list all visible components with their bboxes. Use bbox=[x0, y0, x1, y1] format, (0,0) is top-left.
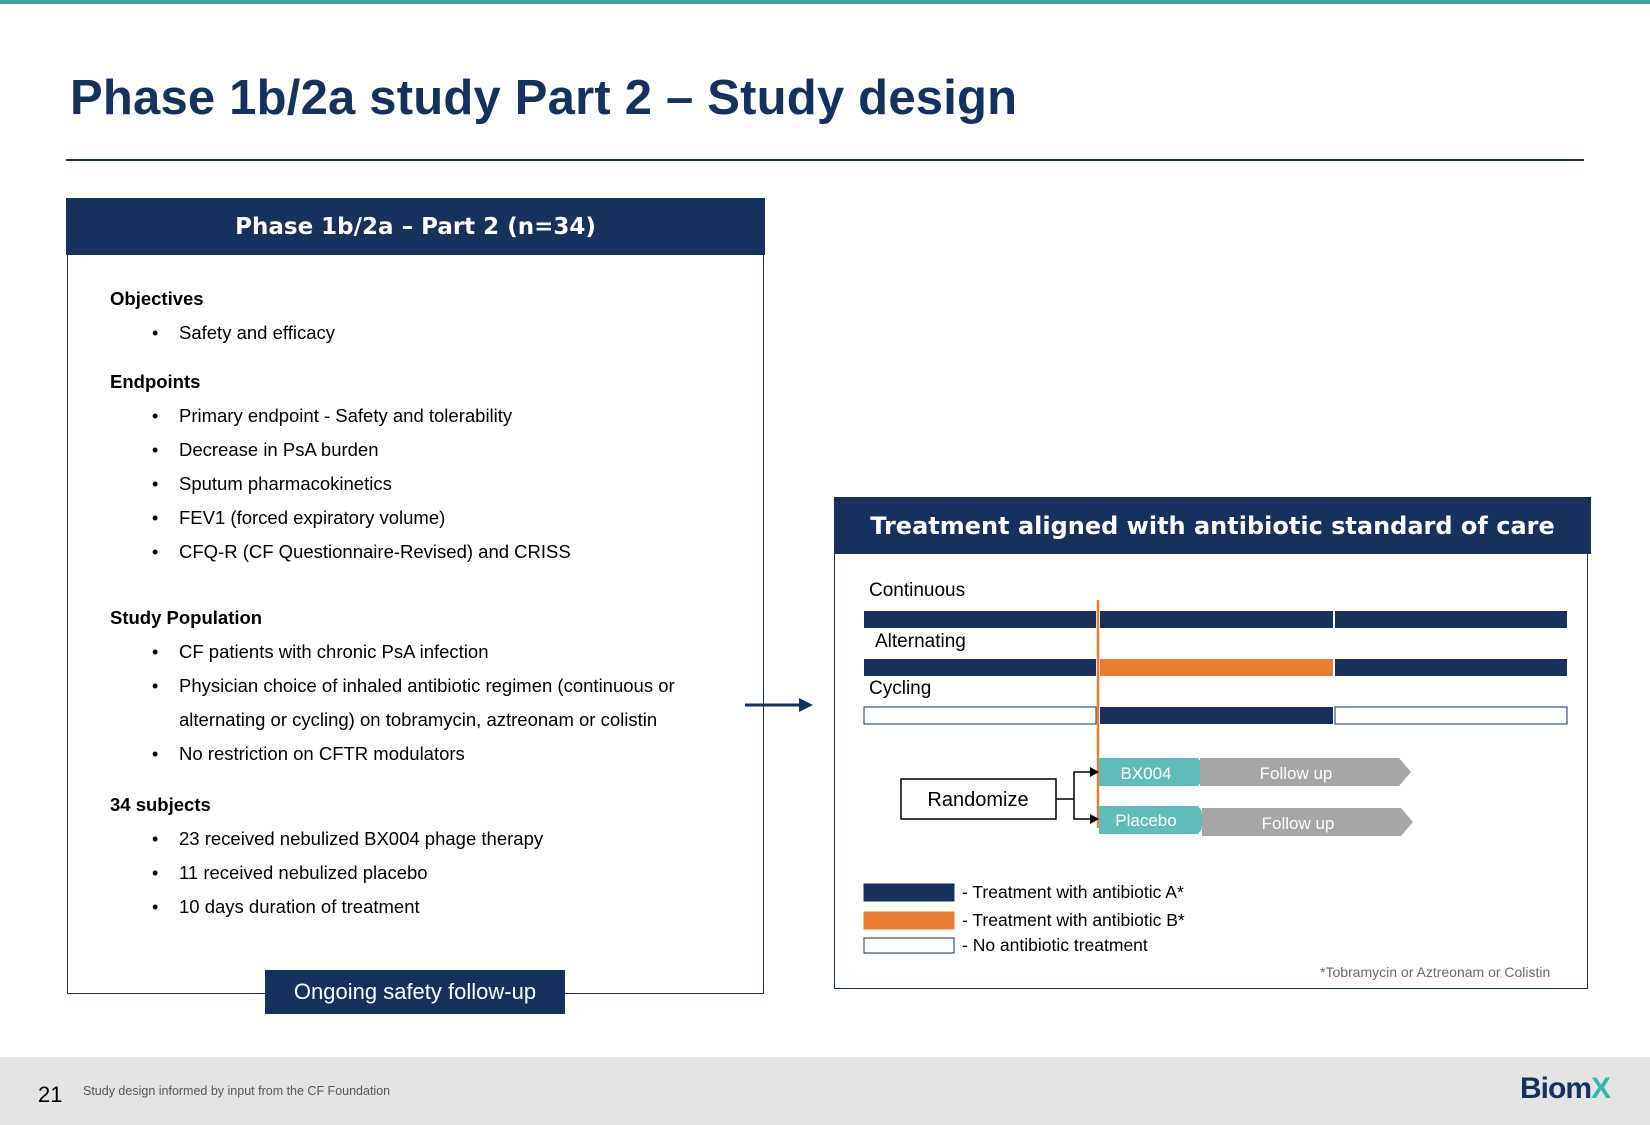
legend-label-none: - No antibiotic treatment bbox=[962, 935, 1148, 954]
regimen-segment-antibiotic-a bbox=[864, 611, 1096, 628]
objectives-heading: Objectives bbox=[110, 288, 204, 309]
randomize-connector bbox=[1056, 772, 1093, 819]
arm-bx004-label: BX004 bbox=[1120, 764, 1172, 783]
list-item: • 11 received nebulized placebo bbox=[150, 856, 543, 890]
list-item: • 10 days duration of treatment bbox=[150, 890, 543, 924]
regimen-segment-antibiotic-a bbox=[1100, 707, 1333, 724]
antibiotic-footnote: *Tobramycin or Aztreonam or Colistin bbox=[1320, 964, 1551, 980]
list-item: • No restriction on CFTR modulators bbox=[150, 737, 699, 771]
subjects-list bbox=[150, 822, 543, 924]
list-item: • Safety and efficacy bbox=[150, 316, 335, 350]
regimen-label-alternating: Alternating bbox=[875, 631, 966, 652]
list-item: • Sputum pharmacokinetics bbox=[150, 467, 571, 501]
arm-placebo-follow-up-label: Follow up bbox=[1261, 814, 1335, 833]
regimen-rows bbox=[864, 580, 1567, 724]
list-item: • FEV1 (forced expiratory volume) bbox=[150, 501, 571, 535]
treatment-panel-header: Treatment aligned with antibiotic standard of care bbox=[834, 497, 1591, 554]
legend-label-b: - Treatment with antibiotic B* bbox=[962, 910, 1185, 930]
list-item: • CF patients with chronic PsA infection bbox=[150, 635, 699, 669]
logo-accent: X bbox=[1591, 1072, 1611, 1105]
page-number: 21 bbox=[38, 1082, 63, 1107]
regimen-label-cycling: Cycling bbox=[869, 678, 932, 699]
logo-text: Biom bbox=[1520, 1072, 1591, 1105]
legend-label-a: - Treatment with antibiotic A* bbox=[962, 882, 1184, 902]
arm-bx004-follow-up-label: Follow up bbox=[1259, 764, 1333, 783]
right-arrow-icon bbox=[745, 694, 815, 716]
study-population-list bbox=[150, 635, 699, 771]
title-divider bbox=[66, 159, 1584, 161]
endpoints-heading: Endpoints bbox=[110, 371, 201, 392]
top-accent-rule bbox=[0, 0, 1650, 4]
regimen-segment-antibiotic-a bbox=[1335, 659, 1567, 676]
list-item: • Decrease in PsA burden bbox=[150, 433, 571, 467]
legend-swatch-a bbox=[864, 884, 954, 901]
regimen-segment-antibiotic-a bbox=[1335, 611, 1567, 628]
regimen-segment-no-antibiotic bbox=[1335, 707, 1567, 724]
list-item: • Physician choice of inhaled antibiotic regimen (continuous or alternating or cycling) on tobramycin, aztreonam or colistin bbox=[150, 669, 699, 737]
list-item: • CFQ-R (CF Questionnaire-Revised) and CRISS bbox=[150, 535, 571, 569]
legend-swatch-none bbox=[864, 938, 954, 953]
study-population-heading: Study Population bbox=[110, 607, 263, 628]
list-item: • Primary endpoint - Safety and tolerability bbox=[150, 399, 571, 433]
biomx-logo bbox=[1520, 1072, 1610, 1106]
objectives-list bbox=[150, 316, 335, 350]
arm-placebo-label: Placebo bbox=[1115, 811, 1177, 830]
regimen-segment-antibiotic-b bbox=[1100, 659, 1333, 676]
randomize-label: Randomize bbox=[927, 789, 1029, 811]
treatment-diagram bbox=[834, 554, 1588, 954]
regimen-segment-no-antibiotic bbox=[864, 707, 1096, 724]
regimen-label-continuous: Continuous bbox=[869, 580, 966, 601]
regimen-segment-antibiotic-a bbox=[1100, 611, 1333, 628]
list-item: • 23 received nebulized BX004 phage therapy bbox=[150, 822, 543, 856]
regimen-segment-antibiotic-a bbox=[864, 659, 1096, 676]
footer-note: Study design informed by input from the CF Foundation bbox=[83, 1084, 391, 1098]
ongoing-safety-badge: Ongoing safety follow-up bbox=[265, 970, 565, 1014]
subjects-heading: 34 subjects bbox=[110, 794, 211, 815]
page-title: Phase 1b/2a study Part 2 – Study design bbox=[70, 71, 1018, 125]
legend-swatch-b bbox=[864, 912, 954, 929]
endpoints-list bbox=[150, 399, 571, 569]
study-design-panel-header: Phase 1b/2a – Part 2 (n=34) bbox=[66, 198, 765, 255]
